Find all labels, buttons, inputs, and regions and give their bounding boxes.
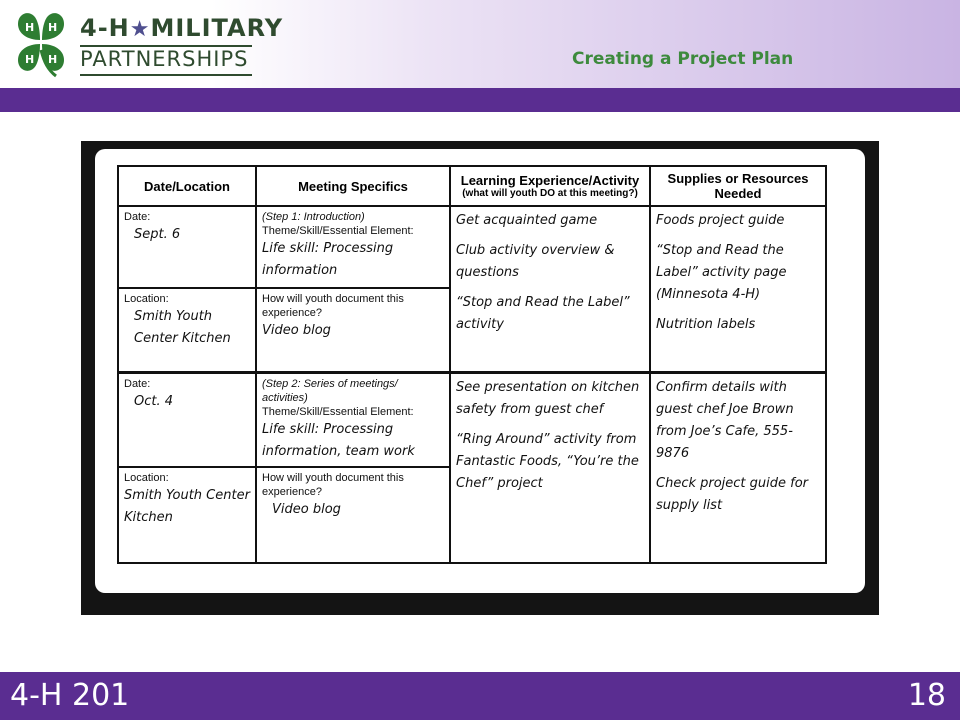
- table-row: [118, 206, 826, 288]
- project-plan-table: [117, 165, 827, 564]
- column-header: Date/Location: [118, 166, 256, 206]
- svg-text:H: H: [25, 21, 35, 34]
- 4h-military-partnerships-logo: [4, 6, 284, 78]
- column-header: Supplies or Resources Needed: [650, 166, 826, 206]
- supplies-cell: Foods project guide “Stop and Read the Label” activity page (Minnesota 4-H) Nutrition labels: [650, 206, 826, 372]
- page-number: 18: [907, 678, 946, 713]
- worksheet: [95, 149, 865, 593]
- table-row: [118, 372, 826, 467]
- document-cell: How will youth document this experience? Video blog: [256, 467, 450, 563]
- logo-text-top: 4-H★MILITARY: [80, 14, 284, 42]
- activity-cell: See presentation on kitchen safety from guest chef “Ring Around” activity from Fantastic Foods, “You’re the Chef” project: [450, 372, 650, 563]
- theme-cell: (Step 2: Series of meetings/ activities) Theme/Skill/Essential Element: Life skill: Processing information, team work: [256, 372, 450, 467]
- four-leaf-clover-icon: [4, 6, 76, 78]
- slide-header: [0, 0, 960, 88]
- table-header-row: [118, 166, 826, 206]
- location-cell: Location: Smith Youth Center Kitchen: [118, 467, 256, 563]
- star-icon: ★: [129, 17, 151, 42]
- document-cell: How will youth document this experience? Video blog: [256, 288, 450, 372]
- svg-text:H: H: [25, 53, 35, 66]
- header-band: [0, 88, 960, 112]
- logo-underline: [80, 74, 252, 76]
- logo-text-bottom: PARTNERSHIPS: [80, 47, 249, 71]
- course-name: 4-H 201: [10, 678, 130, 713]
- theme-cell: (Step 1: Introduction) Theme/Skill/Essential Element: Life skill: Processing information: [256, 206, 450, 288]
- supplies-cell: Confirm details with guest chef Joe Brown from Joe’s Cafe, 555-9876 Check project guide for supply list: [650, 372, 826, 563]
- column-header: Learning Experience/Activity (what will youth DO at this meeting?): [450, 166, 650, 206]
- svg-text:H: H: [48, 53, 58, 66]
- svg-text:H: H: [48, 21, 58, 34]
- project-plan-image: [81, 141, 879, 615]
- slide-footer: [0, 672, 960, 720]
- date-cell: Date: Oct. 4: [118, 372, 256, 467]
- date-cell: Date: Sept. 6: [118, 206, 256, 288]
- column-header: Meeting Specifics: [256, 166, 450, 206]
- slide-title: Creating a Project Plan: [572, 49, 794, 69]
- activity-cell: Get acquainted game Club activity overview & questions “Stop and Read the Label” activity: [450, 206, 650, 372]
- location-cell: Location: Smith Youth Center Kitchen: [118, 288, 256, 372]
